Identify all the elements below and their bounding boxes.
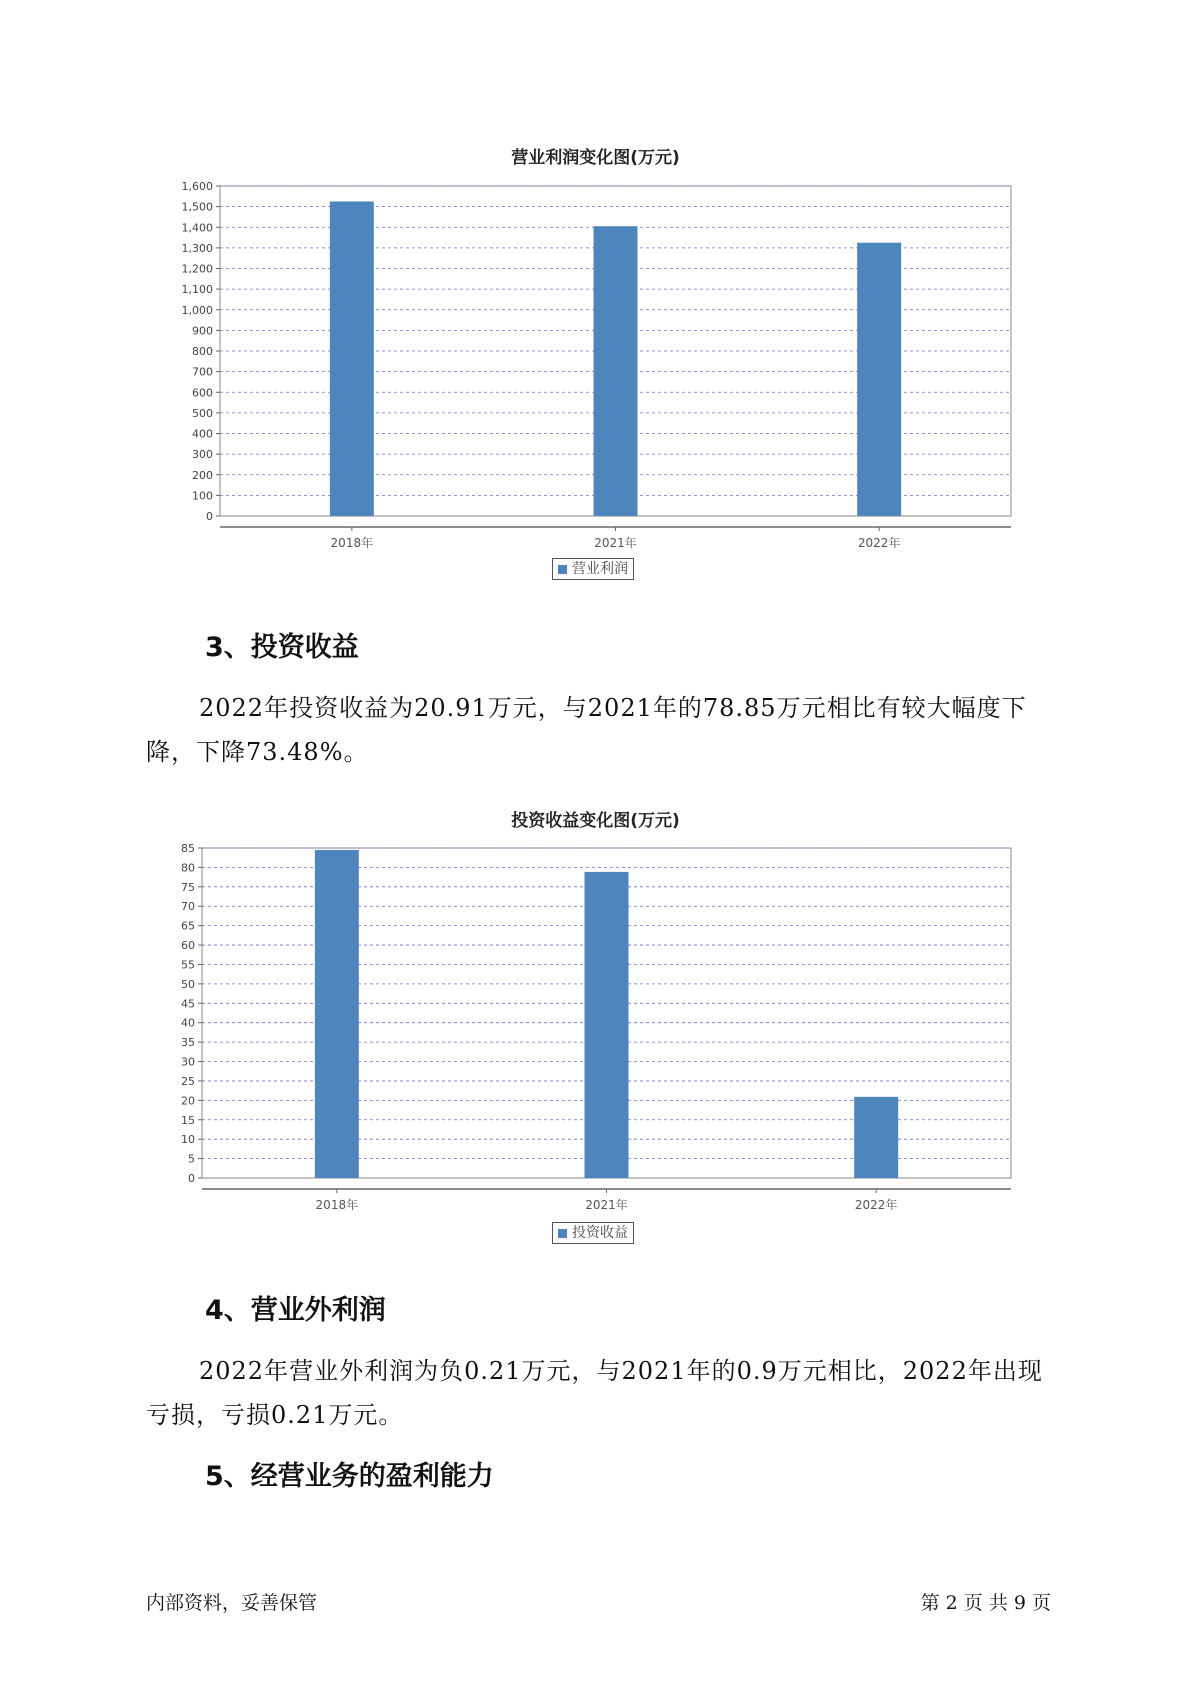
y-tick-label: 75 — [181, 880, 195, 894]
bar-2018年 — [315, 850, 359, 1178]
bar-2021年 — [585, 872, 629, 1178]
y-tick-label: 70 — [181, 900, 195, 914]
bar-2018年 — [330, 201, 374, 516]
y-tick-label: 600 — [192, 386, 213, 400]
footer-confidential-note: 内部资料，妥善保管 — [146, 1592, 318, 1614]
x-tick-label: 2018年 — [330, 536, 374, 550]
y-tick-label: 700 — [192, 365, 213, 379]
y-tick-label: 1,000 — [181, 303, 213, 317]
x-tick-label: 2022年 — [854, 1198, 898, 1212]
y-tick-label: 0 — [206, 510, 213, 523]
bar-2022年 — [854, 1097, 898, 1178]
y-tick-label: 25 — [181, 1074, 195, 1088]
x-tick-label: 2022年 — [857, 536, 901, 550]
legend-swatch — [558, 1229, 567, 1238]
legend-label: 营业利润 — [572, 561, 628, 577]
y-tick-label: 45 — [181, 997, 195, 1011]
chart2-title: 投资收益变化图(万元) — [511, 811, 680, 831]
y-tick-label: 1,200 — [181, 262, 213, 276]
y-tick-label: 900 — [192, 324, 213, 338]
y-tick-label: 10 — [181, 1133, 195, 1147]
y-tick-label: 50 — [181, 977, 195, 991]
bar-2021年 — [594, 226, 638, 516]
legend-swatch — [558, 565, 567, 574]
y-tick-label: 1,300 — [181, 241, 213, 255]
operating-profit-chart — [0, 160, 1191, 550]
investment-income-chart — [0, 822, 1191, 1212]
section-heading-non-operating-profit: 4、营业外利润 — [205, 1295, 386, 1326]
y-tick-label: 80 — [181, 861, 195, 875]
legend-label: 投资收益 — [572, 1225, 628, 1241]
y-tick-label: 400 — [192, 427, 213, 441]
y-tick-label: 1,100 — [181, 283, 213, 297]
chart1-legend — [552, 558, 634, 580]
y-tick-label: 1,400 — [181, 221, 213, 235]
chart2-legend — [552, 1222, 634, 1244]
y-tick-label: 40 — [181, 1016, 195, 1030]
y-tick-label: 20 — [181, 1094, 195, 1108]
section-text-investment-income: 2022年投资收益为20.91万元，与2021年的78.85万元相比有较大幅度下降，下降73.48%。 — [146, 694, 1027, 766]
x-tick-label: 2018年 — [315, 1198, 359, 1212]
section-heading-investment-income: 3、投资收益 — [205, 632, 359, 663]
y-tick-label: 1,600 — [181, 180, 213, 193]
y-tick-label: 30 — [181, 1055, 195, 1069]
y-tick-label: 1,500 — [181, 200, 213, 214]
section-text-non-operating-profit: 2022年营业外利润为负0.21万元，与2021年的0.9万元相比，2022年出现亏损，亏损0.21万元。 — [146, 1357, 1043, 1429]
y-tick-label: 5 — [188, 1152, 195, 1166]
y-tick-label: 300 — [192, 448, 213, 462]
x-tick-label: 2021年 — [585, 1198, 628, 1212]
y-tick-label: 800 — [192, 345, 213, 358]
footer-page-number: 第 2 页 共 9 页 — [920, 1592, 1051, 1614]
y-tick-label: 500 — [192, 406, 213, 420]
y-tick-label: 65 — [181, 919, 195, 933]
y-tick-label: 200 — [192, 468, 213, 482]
y-tick-label: 60 — [181, 939, 195, 953]
section-heading-profitability: 5、经营业务的盈利能力 — [205, 1461, 494, 1492]
chart1-title: 营业利润变化图(万元) — [511, 148, 680, 168]
y-tick-label: 35 — [181, 1036, 195, 1050]
bar-2022年 — [857, 243, 901, 516]
y-tick-label: 0 — [188, 1172, 195, 1185]
y-tick-label: 15 — [181, 1113, 195, 1127]
x-tick-label: 2021年 — [594, 536, 637, 550]
y-tick-label: 55 — [181, 958, 195, 972]
y-tick-label: 100 — [192, 489, 213, 503]
y-tick-label: 85 — [181, 842, 195, 855]
